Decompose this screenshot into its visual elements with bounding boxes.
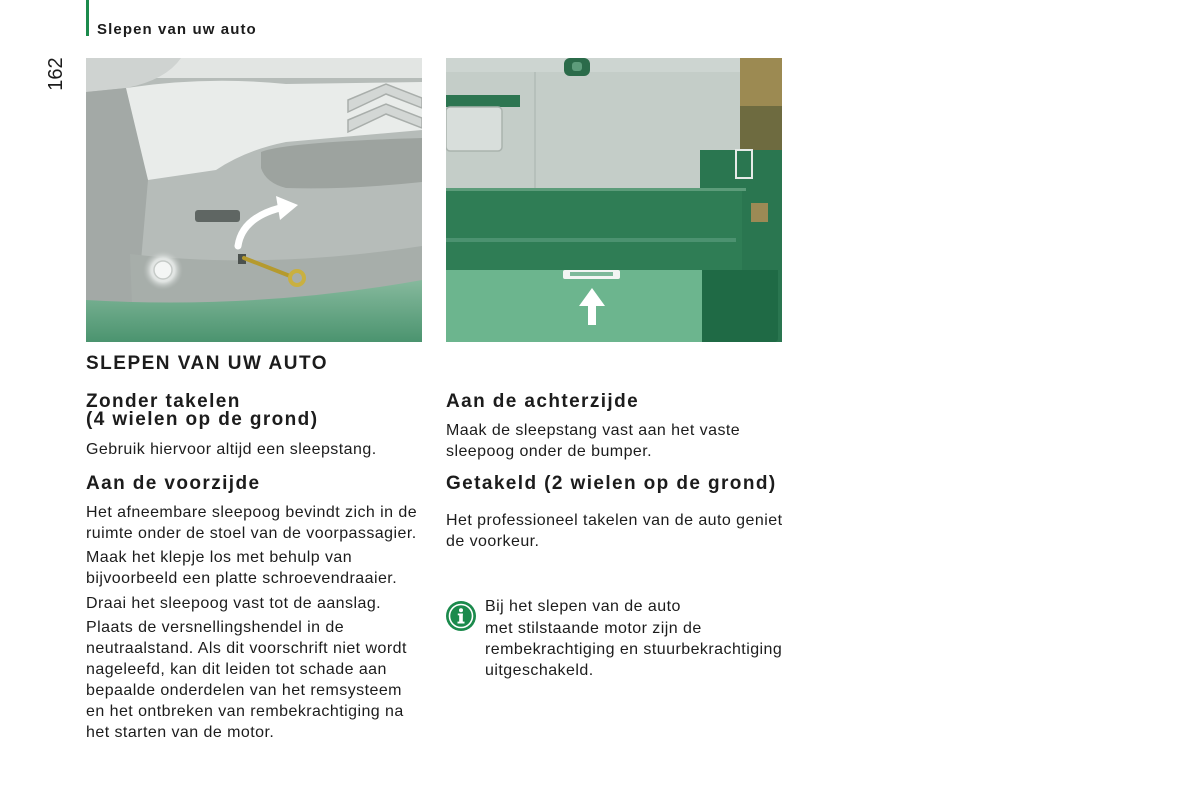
floor (446, 270, 702, 342)
text-line: ruimte onder de stoel van de voorpassagier. (86, 524, 417, 542)
without-tow-truck-text (86, 439, 377, 460)
tail-light-upper (740, 58, 782, 106)
rear-tow-eye-illustration (446, 58, 782, 342)
rear-paragraph (446, 420, 740, 462)
front-tow-eye-illustration (86, 58, 422, 342)
heading-line: Zonder takelen (86, 391, 241, 412)
rear-heading: Aan de achterzijde (446, 391, 640, 412)
header-accent-bar (86, 0, 89, 36)
text-line: Het afneembare sleepoog bevindt zich in de (86, 503, 418, 521)
text-line: Maak het klepje los met behulp van (86, 548, 353, 566)
info-icon-dot (459, 608, 463, 612)
tail-light-lower (740, 106, 782, 150)
text-line: de voorkeur. (446, 533, 540, 550)
towed-paragraph (446, 510, 782, 553)
mud-flap (702, 270, 778, 342)
heading-line: (4 wielen op de grond) (86, 409, 319, 430)
front-paragraph-4 (86, 617, 407, 743)
text-line: bijvoorbeeld een platte schroevendraaier. (86, 569, 398, 587)
rear-tow-eye-slot (570, 272, 613, 276)
text-line: Maak de sleepstang vast aan het vaste (446, 421, 741, 439)
info-note-text (485, 596, 782, 681)
rear-reflector-panel (446, 107, 502, 151)
towed-heading: Getakeld (2 wielen op de grond) (446, 473, 777, 494)
without-tow-truck-heading (86, 393, 318, 429)
front-paragraph-3 (86, 593, 381, 614)
info-icon-serif-top (458, 614, 463, 616)
bumper-crease (446, 238, 736, 242)
rear-logo-inner (572, 62, 582, 71)
rear-bumper (446, 191, 742, 270)
text-line: en het ontbreken van rembekrachtiging na (86, 702, 404, 720)
text-line: Gebruik hiervoor altijd een sleepstang. (86, 440, 377, 458)
text-line: met stilstaande motor zijn de (485, 619, 702, 637)
page-number: 162 (45, 57, 67, 91)
text-line: rembekrachtiging en stuurbekrachtiging (485, 640, 783, 658)
pillar-marker (751, 203, 768, 222)
text-line: neutraalstand. Als dit voorschrift niet wordt (86, 639, 407, 657)
text-line: nageleefd, kan dit leiden tot schade aan (86, 660, 387, 678)
tow-eye-cover-slot (195, 210, 240, 222)
text-line: het starten van de motor. (86, 723, 275, 741)
bumper-top-edge (446, 188, 746, 191)
front-paragraph-2 (86, 547, 397, 589)
rear-body-top (446, 58, 782, 72)
rear-trim-strip (446, 95, 520, 107)
text-line: Bij het slepen van de auto (485, 598, 681, 616)
text-line: Plaats de versnellingshendel in de (86, 618, 345, 636)
front-paragraph-1 (86, 502, 417, 544)
text-line: Het professioneel takelen van de auto geniet (446, 511, 783, 529)
front-heading: Aan de voorzijde (86, 473, 261, 494)
info-icon (446, 601, 476, 631)
info-icon-serif-base (458, 622, 465, 624)
text-line: uitgeschakeld. (485, 662, 594, 680)
text-line: sleepoog onder de bumper. (446, 442, 653, 460)
text-line: bepaalde onderdelen van het remsysteem (86, 681, 402, 699)
text-line: Draai het sleepoog vast tot de aanslag. (86, 594, 382, 612)
fog-light (154, 261, 172, 279)
section-title: Slepen van uw auto (97, 21, 257, 38)
section-heading: SLEPEN VAN UW AUTO (86, 353, 328, 374)
